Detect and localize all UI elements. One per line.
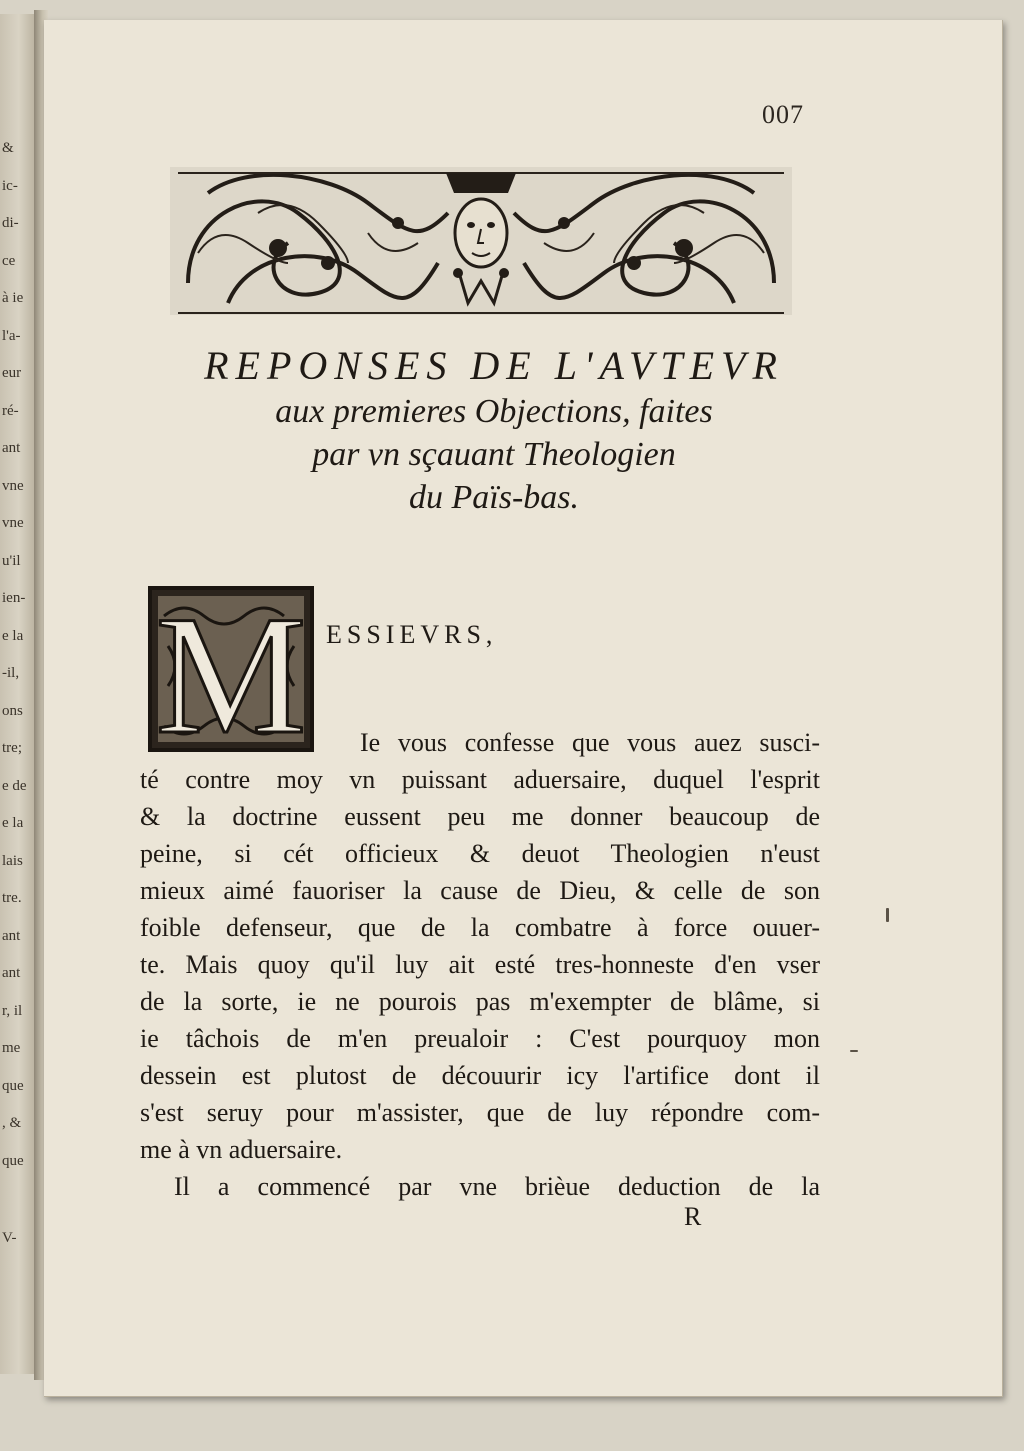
heading-subtitle-line-2: par vn sçauant Theologien: [312, 436, 676, 473]
book-page: [44, 20, 1003, 1397]
left-page-text-fragment: que: [2, 1077, 24, 1094]
left-page-text-fragment: à ie: [2, 290, 24, 306]
left-page-text-fragment: r, il: [2, 1002, 23, 1019]
left-page-text-fragment: , &: [2, 1115, 22, 1131]
text-line: me à vn aduersaire.: [140, 1135, 343, 1164]
text-line: Ie vous confesse que vous auez susci-: [360, 728, 820, 757]
adjacent-left-page: [0, 14, 35, 1374]
left-page-text-fragment: vne: [2, 515, 24, 531]
left-page-text-fragment: eur: [2, 365, 22, 381]
left-page-text-fragment: e la: [2, 627, 24, 644]
heading-subtitle-line-3: du Païs-bas.: [409, 479, 579, 516]
left-page-text-fragment: V-: [2, 1230, 17, 1246]
left-page-text-fragment: tre;: [2, 740, 22, 756]
left-page-text-fragment: ré-: [2, 402, 19, 419]
heading-block: [134, 342, 854, 519]
left-page-text-fragment: e de: [2, 777, 27, 794]
left-page-text-fragment: ons: [2, 702, 23, 719]
text-line: mieux aimé fauoriser la cause de Dieu, & celle de son: [140, 876, 820, 905]
left-page-text-fragment: -il,: [2, 665, 20, 681]
signature-mark: R: [684, 1202, 702, 1231]
text-line: te. Mais quoy qu'il luy ait esté tres-honneste d'en vser: [140, 950, 820, 979]
left-page-text-fragment: di-: [2, 215, 19, 231]
paper-speck: [850, 1050, 858, 1052]
heading-subtitle-line-1: aux premieres Objections, faites: [275, 393, 713, 430]
salutation: ESSIEVRS,: [326, 620, 498, 649]
left-page-text-fragment: u'il: [2, 552, 21, 569]
left-page-text-fragment: me: [2, 1040, 21, 1056]
next-paragraph-line: Il a commencé par vne brièue deduction de la: [174, 1172, 820, 1201]
text-line: té contre moy vn puissant aduersaire, duquel l'esprit: [140, 765, 820, 794]
left-page-text-fragment: vne: [2, 477, 24, 494]
left-page-text-fragment: ic-: [2, 177, 18, 194]
left-page-text-fragment: tre.: [2, 890, 22, 906]
left-page-text-fragment: l'a-: [2, 327, 21, 344]
left-page-text-fragment: ant: [2, 440, 21, 456]
text-line: foible defenseur, que de la combatre à force ouuer-: [140, 913, 820, 942]
left-page-text-fragment: &: [2, 140, 14, 156]
text-line: peine, si cét officieux & deuot Theologien n'eust: [140, 839, 820, 868]
left-page-text-fragment: e la: [2, 815, 24, 831]
woodcut-headpiece-ornament: [168, 153, 794, 321]
left-page-text-fragment: ant: [2, 927, 21, 944]
heading-title: REPONSES DE L'AVTEVR: [204, 343, 784, 388]
text-line: ie tâchois de m'en preualoir : C'est pourquoy mon: [140, 1024, 820, 1053]
svg-text:M: M: [155, 586, 307, 752]
left-page-text-fragment: ce: [2, 252, 16, 269]
text-line: dessein est plutost de découurir icy l'artifice dont il: [140, 1061, 820, 1090]
left-page-text-fragment: lais: [2, 852, 23, 869]
letter-body: [140, 724, 820, 1205]
left-page-text-fragment: que: [2, 1152, 24, 1169]
page-number: 007: [762, 100, 804, 129]
paper-speck: [886, 908, 889, 922]
text-line: & la doctrine eussent peu me donner beaucoup de: [140, 802, 820, 831]
text-line: s'est seruy pour m'assister, que de luy répondre com-: [140, 1098, 820, 1127]
left-page-text-fragment: ant: [2, 965, 21, 981]
text-line: de la sorte, ie ne pourois pas m'exempter de blâme, si: [140, 987, 820, 1016]
left-page-text-fragment: ien-: [2, 590, 26, 606]
